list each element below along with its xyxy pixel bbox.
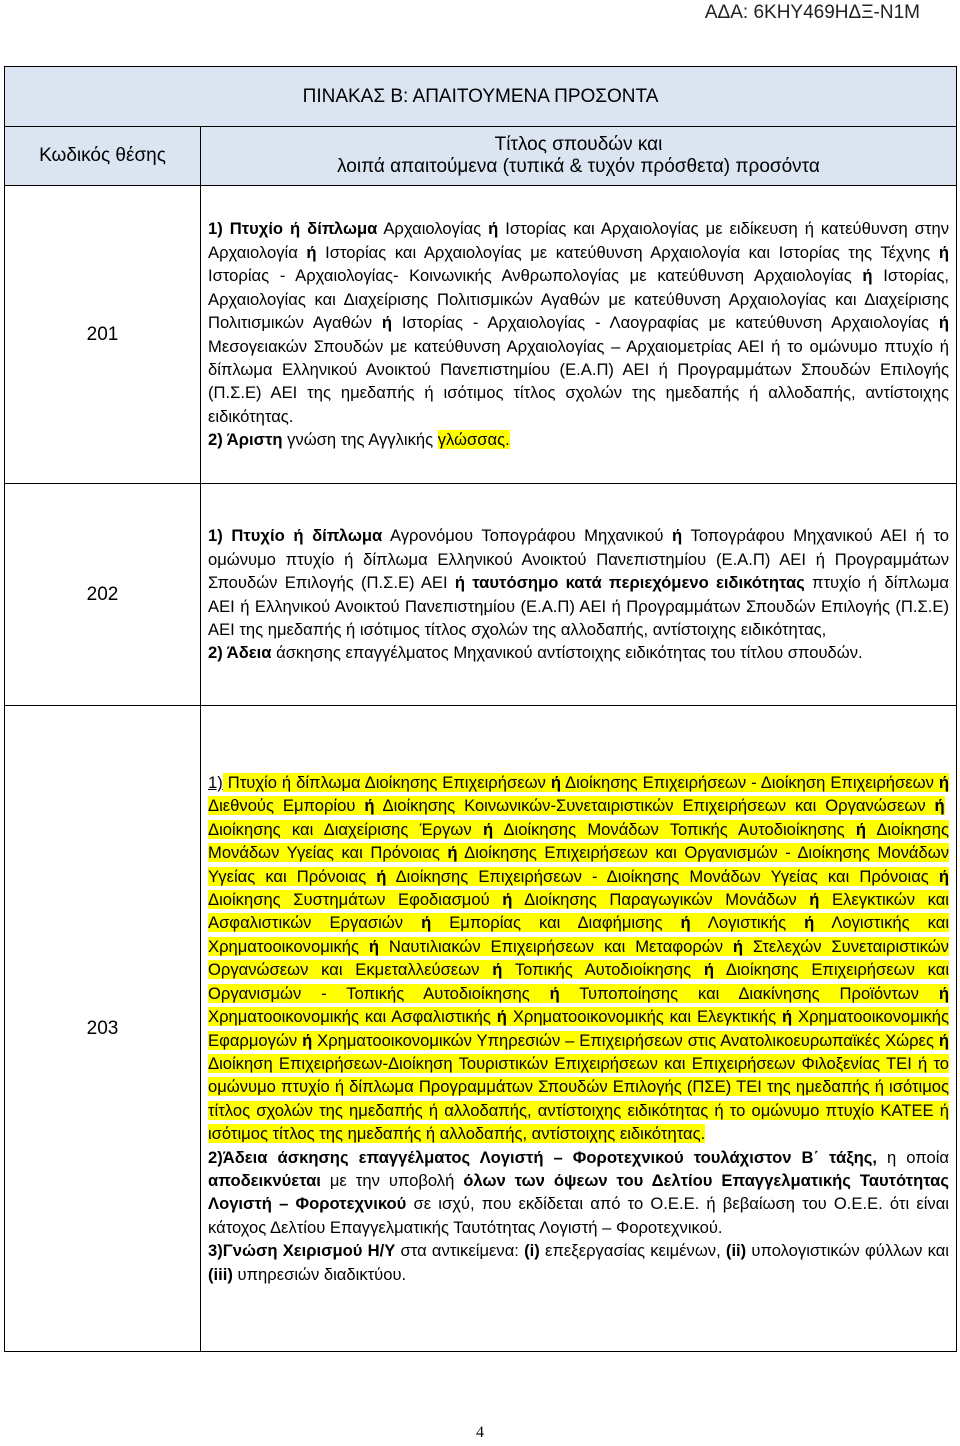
qualifications-cell bbox=[201, 484, 957, 706]
qualification-degree: 1) Πτυχίο ή δίπλωμα Διοίκησης Επιχειρήσεων ή Διοίκησης Επιχειρήσεων - Διοίκηση Επιχειρήσεων ή Διεθνούς Εμπορίου ή Διοίκησης Κοινωνικών-Συνεταιριστικών Επιχειρήσεων και Οργανώσεων ή Διοίκησης και Διαχείρισης Έργων ή Διοίκησης Μονάδων Τοπικής Αυτοδιοίκησης ή Διοίκησης Μονάδων Υγείας και Πρόνοιας ή Διοίκησης Επιχειρήσεων και Οργανισμών - Διοίκησης Μονάδων Υγείας και Πρόνοιας ή Διοίκησης Επιχειρήσεων - Διοίκησης Μονάδων Υγείας και Πρόνοιας ή Διοίκησης Συστημάτων Εφοδιασμού ή Διοίκησης Παραγωγικών Μονάδων ή Ελεγκτικών και Ασφαλιστικών Εργασιών ή Εμπορίας και Διαφήμισης ή Λογιστικής ή Λογιστικής και Χρηματοοικονομικής ή Ναυτιλιακών Επιχειρήσεων και Μεταφορών ή Στελεχών Συνεταιριστικών Οργανώσεων και Εκμεταλλεύσεων ή Τοπικής Αυτοδιοίκησης ή Διοίκησης Επιχειρήσεων και Οργανισμών - Τοπικής Αυτοδιοίκησης ή Τυποποίησης και Διακίνησης Προϊόντων ή Χρηματοοικονομικής και Ασφαλιστικής ή Χρηματοοικονομικής και Ελεγκτικής ή Χρηματοοικονομικής Εφαρμογών ή Χρηματοοικονομικών Υπηρεσιών – Επιχειρήσεων στις Ανατολικοευρωπαϊκές Χώρες ή Διοίκηση Επιχειρήσεων-Διοίκηση Τουριστικών Επιχειρήσεων και Επιχειρήσεων Φιλοξενίας ΤΕΙ ή το ομώνυμο πτυχίο ή δίπλωμα Προγραμμάτων Σπουδών Επιλογής (ΠΣΕ) ΤΕΙ της ημεδαπής ή ισότιμος τίτλος σχολών της ημεδαπής ή αλλοδαπής, αντίστοιχης ειδικότητας ή το ομώνυμο πτυχίο ΚΑΤΕΕ ή ισότιμος τίτλος της ημεδαπής ή αλλοδαπής, αντίστοιχης ειδικότητας. bbox=[208, 773, 950, 1144]
qualification-computer-skills: 3)Γνώση Χειρισμού Η/Υ στα αντικείμενα: (i) επεξεργασίας κειμένων, (ii) υπολογιστικών φύλλων και (iii) υπηρεσιών διαδικτύου. bbox=[208, 1241, 949, 1284]
position-code: 201 bbox=[5, 186, 201, 484]
qualification-degree: 1) Πτυχίο ή δίπλωμα Αγρονόμου Τοπογράφου Μηχανικού ή Τοπογράφου Μηχανικού ΑΕΙ ή το ομώνυμο πτυχίο ή δίπλωμα Ελληνικού Ανοικτού Πανεπιστημίου (Ε.Α.Π) ΑΕΙ ή Προγραμμάτων Σπουδών Επιλογής (Π.Σ.Ε) ΑΕΙ ή ταυτόσημο κατά περιεχόμενο ειδικότητας πτυχίο ή δίπλωμα ΑΕΙ ή Ελληνικού Ανοικτού Πανεπιστημίου (Ε.Α.Π) ΑΕΙ ή Προγραμμάτων Σπουδών Επιλογής (Π.Σ.Ε) ΑΕΙ της ημεδαπής ή ισότιμος τίτλος σχολών της αλλοδαπής, αντίστοιχης ειδικότητας, bbox=[208, 526, 949, 639]
ada-code: ΑΔΑ: 6ΚΗΥ469ΗΔΞ-Ν1Μ bbox=[704, 2, 920, 23]
position-code: 202 bbox=[5, 484, 201, 706]
col-header-line1: Τίτλος σπουδών και bbox=[494, 134, 663, 155]
table-row bbox=[5, 706, 957, 1352]
position-code: 203 bbox=[5, 706, 201, 1352]
qualifications-cell bbox=[201, 706, 957, 1352]
col-header-line2: λοιπά απαιτούμενα (τυπικά & τυχόν πρόσθετα) προσόντα bbox=[337, 156, 820, 177]
qualification-license: 2) Άδεια άσκησης επαγγέλματος Μηχανικού αντίστοιχης ειδικότητας του τίτλου σπουδών. bbox=[208, 643, 863, 663]
table-title-row bbox=[5, 67, 957, 127]
table-title: ΠΙΝΑΚΑΣ Β: ΑΠΑΙΤΟΥΜΕΝΑ ΠΡΟΣΟΝΤΑ bbox=[5, 67, 957, 127]
col-header-qualifications bbox=[201, 127, 957, 186]
qualification-language: 2) Άριστη γνώση της Αγγλικής γλώσσας. bbox=[208, 430, 510, 450]
qualification-license: 2)Άδεια άσκησης επαγγέλματος Λογιστή – Φοροτεχνικού τουλάχιστον Β΄ τάξης, η οποία αποδεικνύεται με την υποβολή όλων των όψεων του Δελτίου Επαγγελματικής Ταυτότητας Λογιστή – Φοροτεχνικού σε ισχύ, που εκδίδεται από το Ο.Ε.Ε. ή βεβαίωση του Ο.Ε.Ε. ότι είναι κάτοχος Δελτίου Επαγγελματικής Ταυτότητας Λογιστή – Φοροτεχνικού. bbox=[208, 1147, 949, 1237]
table-row bbox=[5, 186, 957, 484]
col-header-code: Κωδικός θέσης bbox=[5, 127, 201, 186]
table-header-row bbox=[5, 127, 957, 186]
page-number: 4 bbox=[476, 1424, 484, 1441]
requirements-table bbox=[4, 66, 957, 1352]
qualification-degree: 1) Πτυχίο ή δίπλωμα Αρχαιολογίας ή Ιστορίας και Αρχαιολογίας με ειδίκευση ή κατεύθυνση στην Αρχαιολογία ή Ιστορίας και Αρχαιολογίας με κατεύθυνση Αρχαιολογία και Ιστορίας της Τέχνης ή Ιστορίας - Αρχαιολογίας- Κοινωνικής Ανθρωπολογίας με κατεύθυνση Αρχαιολογίας ή Ιστορίας, Αρχαιολογίας και Διαχείρισης Πολιτισμικών Αγαθών με κατεύθυνση Αρχαιολογίας και Διαχείρισης Πολιτισμικών Αγαθών ή Ιστορίας - Αρχαιολογίας - Λαογραφίας με κατεύθυνση Αρχαιολογίας ή Μεσογειακών Σπουδών με κατεύθυνση Αρχαιολογίας – Αρχαιομετρίας ΑΕΙ ή το ομώνυμο πτυχίο ή δίπλωμα Ελληνικού Ανοικτού Πανεπιστημίου (Ε.Α.Π) ΑΕΙ ή Προγραμμάτων Σπουδών Επιλογής (Π.Σ.Ε) ΑΕΙ της ημεδαπής ή ισότιμος τίτλος σχολών της ημεδαπής ή αλλοδαπής, αντίστοιχης ειδικότητας. bbox=[208, 219, 949, 426]
table-row bbox=[5, 484, 957, 706]
qualifications-cell bbox=[201, 186, 957, 484]
